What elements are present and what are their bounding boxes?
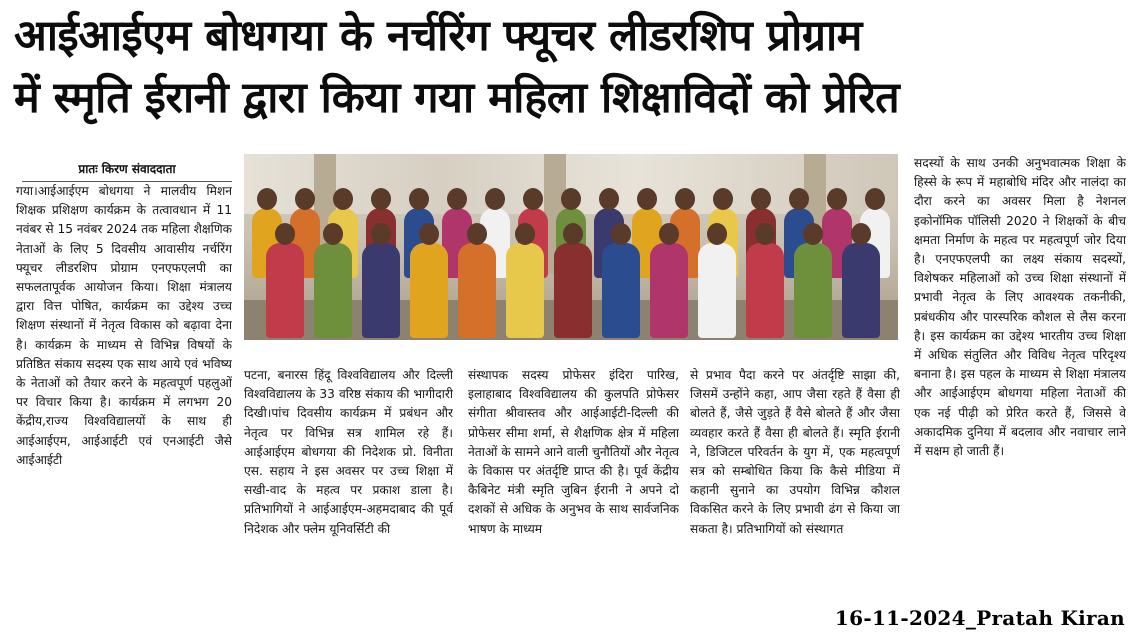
headline-line-1: आईआईएम बोधगया के नर्चरिंग फ्यूचर लीडरशिप प्रोग्राम	[14, 11, 862, 61]
photo-person-head	[419, 223, 439, 245]
photo-person	[554, 243, 592, 338]
photo-person-head	[371, 188, 391, 210]
photo-person-head	[755, 223, 775, 245]
photo-person-head	[865, 188, 885, 210]
date-source-stamp: 16-11-2024_Pratah Kiran	[834, 606, 1125, 630]
photo-person	[410, 243, 448, 338]
photo-person-head	[295, 188, 315, 210]
photo-person-head	[371, 223, 391, 245]
photo-person-head	[675, 188, 695, 210]
photo-person	[698, 243, 736, 338]
article-column-3	[468, 366, 679, 594]
photo-person-head	[409, 188, 429, 210]
article-text-1: गया।आईआईएम बोधगया ने मालवीय मिशन शिक्षक प्रशिक्षण कार्यक्रम के तत्वावधान में 11 नवंबर से 15 नवंबर 2024 तक महिला शैक्षणिक नेताओं के लिए 5 दिवसीय आवासीय नर्चरिंग फ्यूचर लीडरशिप प्रोग्राम एनएफएलपी का सफलतापूर्वक आयोजन किया। शिक्षा मंत्रालय द्वारा वित्त पोषित, कार्यक्रम का उद्देश्य उच्च शिक्षण संस्थानों में नेतृत्व विकास को बढ़ावा देना है। कार्यक्रम के माध्यम से विभिन्न विषयों के प्रतिष्ठित संकाय सदस्य एक साथ आये एवं भविष्य के नेताओं को तैयार करने के महत्वपूर्ण पहलुओं पर विचार किया है। कार्यक्रम में लगभग 20 केंद्रीय,राज्य विश्वविद्यालयों के साथ ही आईआईएम, आईआईटी एवं एनआईटी जैसे आईआईटी	[16, 184, 232, 467]
byline: प्रातः किरण संवाददाता	[22, 160, 232, 182]
photo-person	[506, 243, 544, 338]
photo-person-head	[789, 188, 809, 210]
photo-person-head	[637, 188, 657, 210]
photo-person-head	[827, 188, 847, 210]
photo-person-head	[713, 188, 733, 210]
photo-person	[266, 243, 304, 338]
photo-person-head	[561, 188, 581, 210]
photo-person	[650, 243, 688, 338]
photo-person	[746, 243, 784, 338]
article-column-4	[690, 366, 900, 594]
group-photo	[244, 154, 898, 340]
photo-person-head	[485, 188, 505, 210]
photo-person-head	[803, 223, 823, 245]
photo-person-head	[257, 188, 277, 210]
photo-person-head	[707, 223, 727, 245]
photo-person-head	[467, 223, 487, 245]
photo-person	[362, 243, 400, 338]
article-column-5	[914, 154, 1126, 594]
photo-person-head	[563, 223, 583, 245]
photo-person	[458, 243, 496, 338]
photo-person	[314, 243, 352, 338]
article-text-2: पटना, बनारस हिंदू विश्वविद्यालय और दिल्ली विश्वविद्यालय के 33 वरिष्ठ संकाय की भागीदारी दिखी।पांच दिवसीय कार्यक्रम में प्रबंधन और नेतृत्व पर विभिन्न सत्र शामिल रहे हैं। आईआईएम बोधगया की निदेशक प्रो. विनीता एस. सहाय ने इस अवसर पर उच्च शिक्षा में सखी-वाद के महत्व पर प्रकाश डाला है। प्रतिभागियों ने आईआईएम-अहमदाबाद की पूर्व निदेशक और फ्लेम यूनिवर्सिटी की	[244, 368, 453, 536]
article-text-3: संस्थापक सदस्य प्रोफेसर इंदिरा पारिख, इलाहाबाद विश्वविद्यालय की कुलपति प्रोफेसर संगीता श्रीवास्तव और आईआईटी-दिल्ली की प्रोफेसर सीमा शर्मा, से शैक्षणिक क्षेत्र में महिला नेताओं के सामने आने वाली चुनौतियों और नेतृत्व के विकास पर अंतर्दृष्टि प्राप्त की है। पूर्व केंद्रीय कैबिनेट मंत्री स्मृति जुबिन ईरानी ने अपने दो दशकों से अधिक के अनुभव के साथ सार्वजनिक भाषण के माध्यम	[468, 368, 679, 536]
article-column-2	[244, 366, 453, 594]
article-text-5: सदस्यों के साथ उनकी अनुभवात्मक शिक्षा के हिस्से के रूप में महाबोधि मंदिर और नालंदा का दौरा करने का अवसर मिला है नेशनल इकोनॉमिक पॉलिसी 2020 ने शिक्षकों के बीच क्षमता निर्माण के महत्व पर महत्वपूर्ण जोर दिया है। एनएफएलपी का लक्ष्य संकाय सदस्यों, विशेषकर महिलाओं को उच्च शिक्षा संस्थानों में प्रभावी नेतृत्व के लिए आवश्यक तकनीकी, प्रबंधकीय और पारस्परिक कौशल से लैस करना है। इस कार्यक्रम का उद्देश्य भारतीय उच्च शिक्षा में अधिक संतुलित और विविध नेतृत्व परिदृश्य बनाना है। इस पहल के माध्यम से शिक्षा मंत्रालय और आईआईएम बोधगया महिला नेताओं की एक नई पीढ़ी को प्रेरित करते हैं, जिससे वे अकादमिक दुनिया में बदलाव और नवाचार लाने में सक्षम हो जाती हैं।	[914, 156, 1126, 459]
photo-person-head	[599, 188, 619, 210]
photo-person-head	[447, 188, 467, 210]
photo-person-head	[751, 188, 771, 210]
article-text-4: से प्रभाव पैदा करने पर अंतर्दृष्टि साझा की, जिसमें उन्होंने कहा, आप जैसा रहते हैं वैसा ही बोलते हैं, जैसे जुड़ते हैं वैसे बोलते हैं और जैसा व्यवहार करते हैं वैसा ही बोलते हैं। स्मृति ईरानी ने, डिजिटल परिवर्तन के युग में, एक महत्वपूर्ण सत्र को सम्बोधित किया कि कैसे मीडिया में कहानी सुनाने का उपयोग विभिन्न कौशल विकसित करने के लिए प्रभावी ढंग से किया जा सकता है। प्रतिभागियों को संस्थागत	[690, 368, 900, 536]
photo-person-head	[333, 188, 353, 210]
article-column-1	[16, 182, 232, 588]
photo-person-head	[515, 223, 535, 245]
photo-person-head	[611, 223, 631, 245]
photo-person	[602, 243, 640, 338]
photo-person-head	[659, 223, 679, 245]
photo-person-head	[275, 223, 295, 245]
photo-person-head	[323, 223, 343, 245]
headline-line-2: में स्मृति ईरानी द्वारा किया गया महिला शिक्षाविदों को प्रेरित	[14, 73, 900, 123]
photo-person-head	[851, 223, 871, 245]
photo-person	[794, 243, 832, 338]
photo-person	[842, 243, 880, 338]
photo-person-head	[523, 188, 543, 210]
